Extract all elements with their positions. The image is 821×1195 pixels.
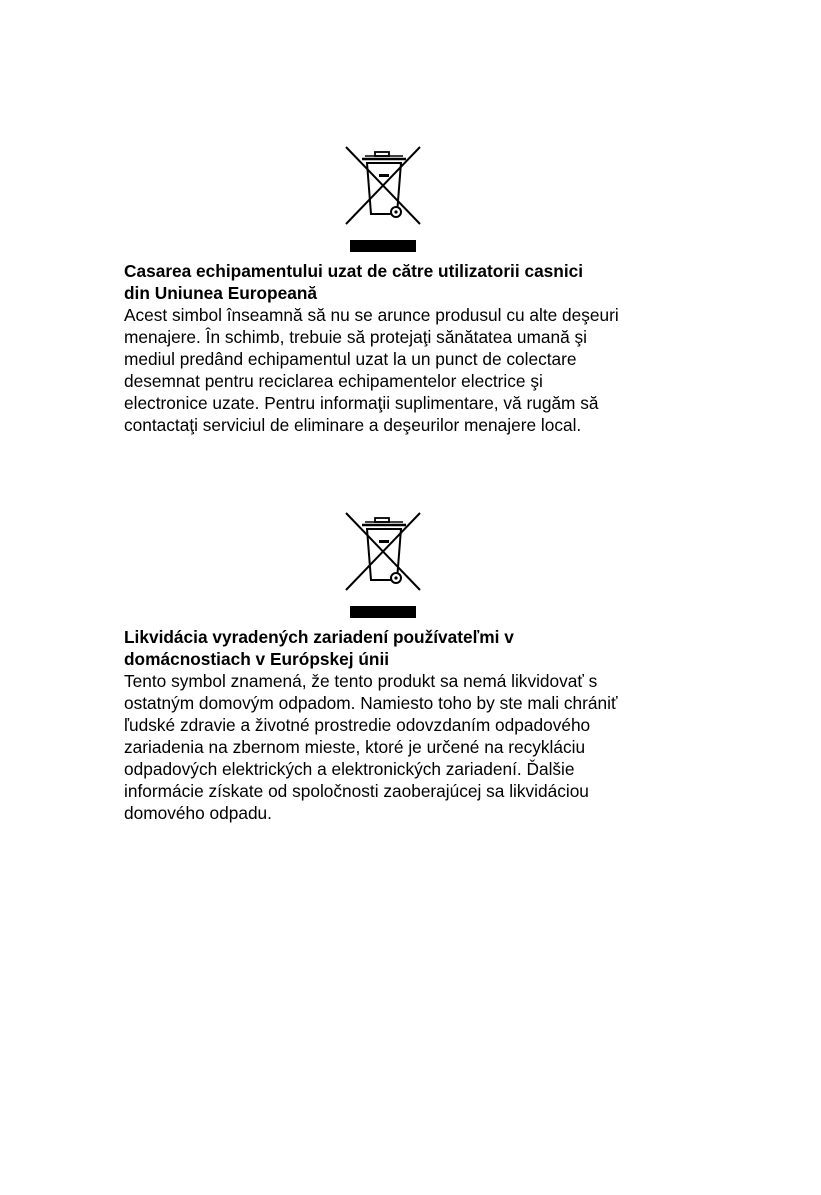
section-body-line: Tento symbol znamená, že tento produkt sa nemá likvidovať s — [124, 671, 598, 691]
section-body-line: domového odpadu. — [124, 803, 272, 823]
section-body-line: mediul predând echipamentul uzat la un punct de colectare — [124, 349, 577, 369]
section-body-line: ľudské zdravie a životné prostredie odovzdaním odpadového — [124, 715, 591, 735]
section-text — [124, 626, 684, 824]
section-text — [124, 260, 684, 436]
section-title-line: Likvidácia vyradených zariadení používateľmi v — [124, 627, 514, 647]
section-body-line: ostatným domovým odpadom. Namiesto toho by ste mali chrániť — [124, 693, 618, 713]
section-body-line: electronice uzate. Pentru informaţii suplimentare, vă rugăm să — [124, 393, 599, 413]
section-title-line: Casarea echipamentului uzat de către utilizatorii casnici — [124, 261, 584, 281]
section-body-line: Acest simbol înseamnă să nu se arunce produsul cu alte deşeuri — [124, 305, 619, 325]
section-body-line: odpadových elektrických a elektronických zariadení. Ďalšie — [124, 759, 575, 779]
section-body-line: informácie získate od spoločnosti zaoberajúcej sa likvidáciou — [124, 781, 589, 801]
section-title-line: domácnostiach v Európskej únii — [124, 649, 390, 669]
section-body-line: contactaţi serviciul de eliminare a deşeurilor menajere local. — [124, 415, 582, 435]
section-body-line: zariadenia na zbernom mieste, ktoré je určené na recykláciu — [124, 737, 586, 757]
section-body-line: desemnat pentru reciclarea echipamentelor electrice şi — [124, 371, 543, 391]
section-title-line: din Uniunea Europeană — [124, 283, 317, 303]
section-body-line: menajere. În schimb, trebuie să protejaţi sănătatea umană şi — [124, 327, 588, 347]
crossed-out-wheelie-bin-icon — [342, 146, 426, 252]
crossed-out-wheelie-bin-icon — [342, 512, 426, 618]
